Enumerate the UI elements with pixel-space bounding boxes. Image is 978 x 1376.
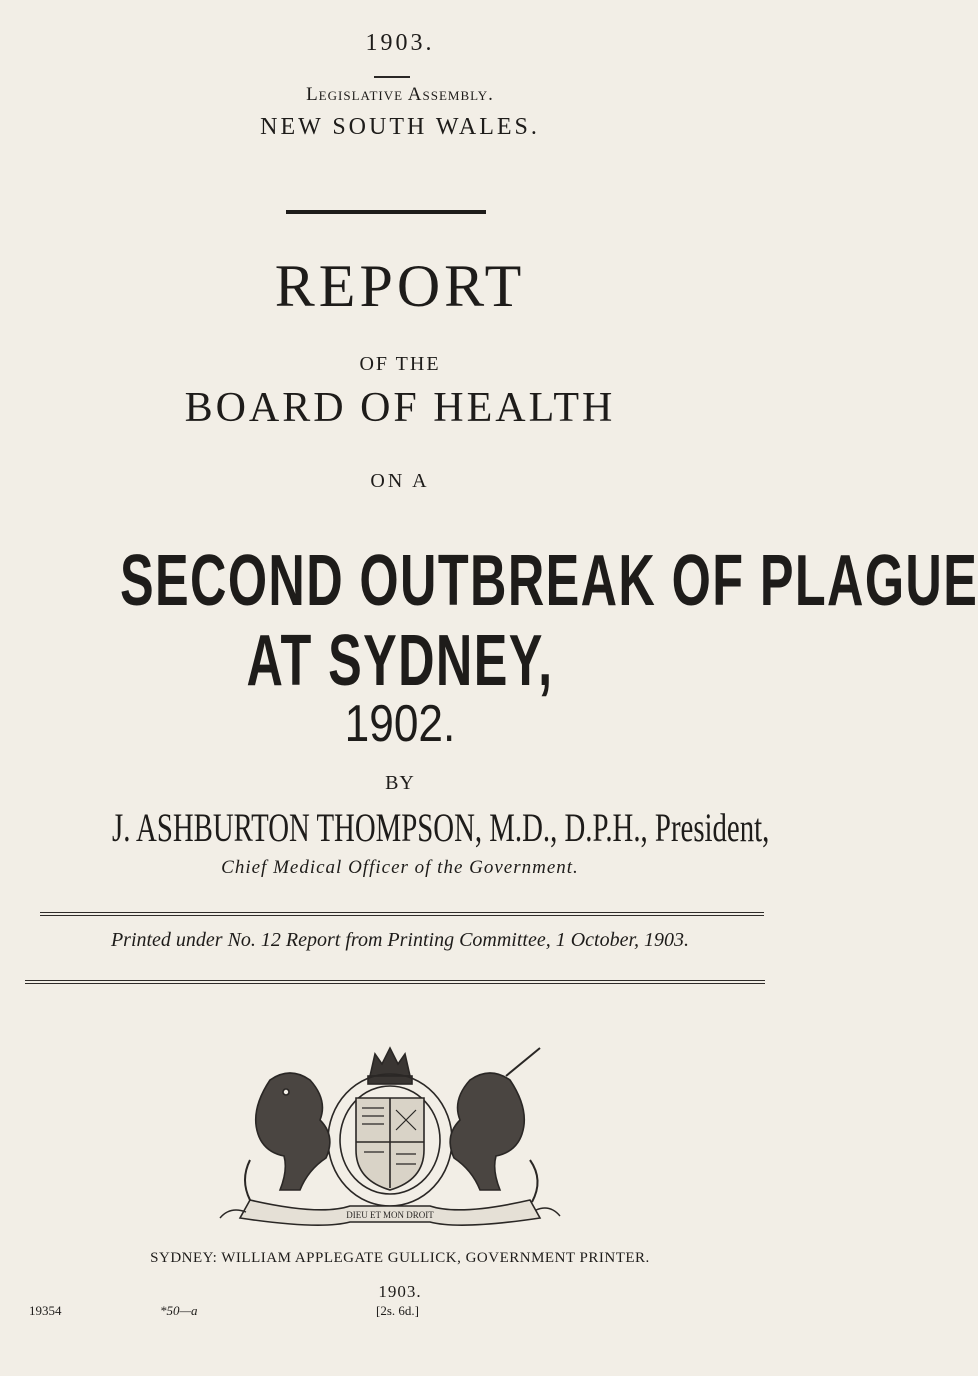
place-title: AT SYDNEY, <box>246 621 554 701</box>
price: [2s. 6d.] <box>376 1303 419 1318</box>
author-line: J. ASHBURTON THOMPSON, M.D., D.P.H., President, <box>112 805 770 850</box>
state-name: NEW SOUTH WALES. <box>260 114 540 140</box>
report-year: 1902. <box>344 695 456 753</box>
document-number: 19354 <box>29 1303 62 1318</box>
thick-rule <box>286 210 486 214</box>
legislative-assembly: Legislative Assembly. <box>306 84 494 105</box>
double-rule-bottom <box>25 980 765 984</box>
printing-note: Printed under No. 12 Report from Printing Committee, 1 October, 1903. <box>110 929 690 951</box>
motto-text: DIEU ET MON DROIT <box>346 1210 434 1220</box>
outbreak-title: SECOND OUTBREAK OF PLAGUE <box>120 541 978 621</box>
by-text: BY <box>385 772 415 794</box>
imprint-year: 1903. <box>378 1282 422 1301</box>
board-of-health: BOARD OF HEALTH <box>184 385 616 431</box>
copies-code: *50—a <box>160 1303 198 1318</box>
author-role: Chief Medical Officer of the Government. <box>221 857 579 878</box>
short-rule <box>374 76 410 78</box>
of-the-text: OF THE <box>359 353 441 375</box>
royal-coat-of-arms-icon <box>210 1040 570 1230</box>
on-a-text: ON A <box>370 470 430 492</box>
printer-imprint: SYDNEY: WILLIAM APPLEGATE GULLICK, GOVERNMENT PRINTER. <box>150 1250 650 1266</box>
report-heading: REPORT <box>274 253 526 319</box>
double-rule-top <box>40 912 764 916</box>
header-year: 1903. <box>365 30 435 56</box>
